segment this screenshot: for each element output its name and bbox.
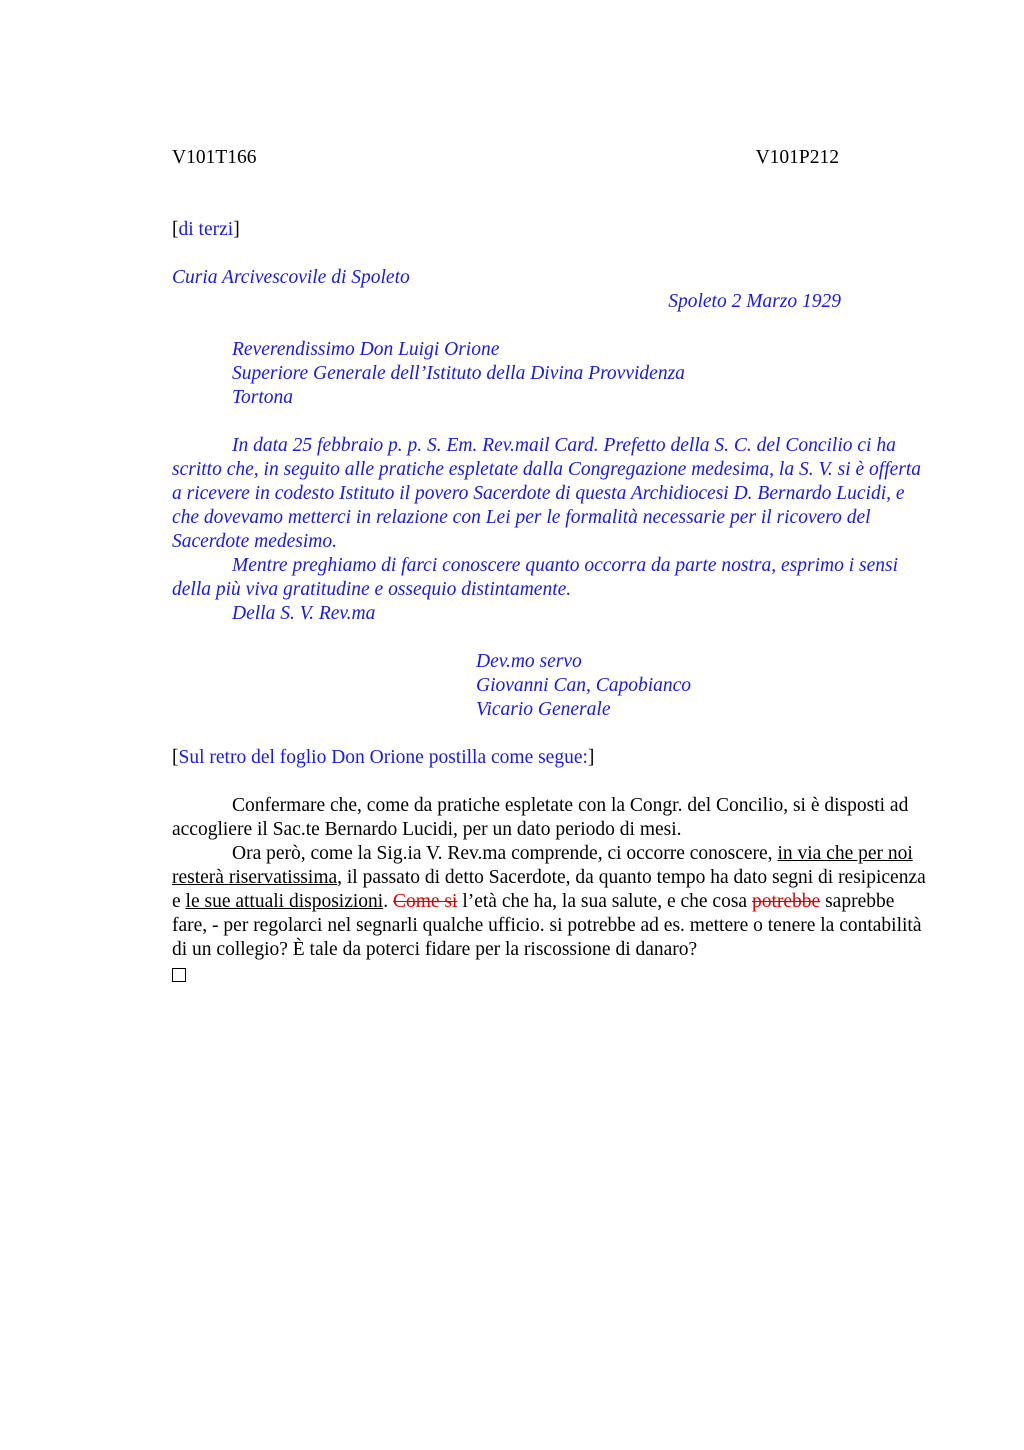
postscript-text: Ora però, come la Sig.ia V. Rev.ma comprende, ci occorre conoscere,	[232, 843, 778, 864]
right-code: V101P212	[755, 147, 839, 168]
bracket-note-text: di terzi	[178, 219, 234, 240]
addressee-line: Superiore Generale dell’Istituto della Divina Provvidenza	[232, 363, 685, 384]
postscript-text: , il passato di detto Sacerdote, da quanto tempo ha dato segni di resipicenza e	[172, 867, 926, 912]
end-marker	[172, 962, 932, 989]
postscript-text: saprebbe fare, - per regolarci nel segnarli qualche ufficio. si potrebbe ad es. mettere o tenere la contabilità di un collegio? È tale da poterci fidare per la riscossione di danaro?	[172, 891, 922, 960]
signature-line: Vicario Generale	[476, 699, 611, 720]
bracket-note-third-party: [di terzi]	[172, 219, 240, 240]
underlined-text: le sue attuali disposizioni	[185, 891, 384, 912]
square-end-icon	[172, 968, 186, 982]
signature-line: Giovanni Can, Capobianco	[476, 675, 692, 696]
postscript-paragraph-2	[172, 842, 932, 962]
signature-block	[172, 650, 932, 722]
deleted-text: Come si	[392, 891, 458, 912]
letter-body-paragraph-1: In data 25 febbraio p. p. S. Em. Rev.mail Card. Prefetto della S. C. del Concilio ci ha scritto che, in seguito alle pratiche espletate dalla Congregazione medesima, la S. V. si è offerta a ricevere in codesto Istituto il povero Sacerdote di questa Archidiocesi D. Bernardo Lucidi, e che dovevamo metterci in relazione con Lei per le formalità necessarie per il ricovero del Sacerdote medesimo.	[172, 435, 922, 552]
place-date: Spoleto 2 Marzo 1929	[668, 291, 841, 312]
document-header	[172, 146, 839, 170]
bracket-note-verso-text: Sul retro del foglio Don Orione postilla come segue:	[178, 747, 588, 768]
postscript-text: .	[383, 891, 393, 912]
addressee-line: Tortona	[232, 387, 294, 408]
bracket-note-verso: [Sul retro del foglio Don Orione postilla come segue:]	[172, 747, 595, 768]
underlined-text: in via che per noi resterà riservatissima	[172, 843, 913, 888]
deleted-text: potrebbe	[751, 891, 821, 912]
addressee-line: Reverendissimo Don Luigi Orione	[232, 339, 500, 360]
addressee-block	[172, 338, 932, 410]
postscript-paragraph-1: Confermare che, come da pratiche espletate con la Congr. del Concilio, si è disposti ad accogliere il Sac.te Bernardo Lucidi, per un dato periodo di mesi.	[172, 795, 909, 840]
letter-closing: Della S. V. Rev.ma	[232, 603, 376, 624]
signature-line: Dev.mo servo	[476, 651, 582, 672]
sender-line: Curia Arcivescovile di Spoleto	[172, 267, 410, 288]
left-code: V101T166	[172, 147, 257, 168]
postscript-text: l’età che ha, la sua salute, e che cosa	[457, 891, 752, 912]
letter-body-paragraph-2: Mentre preghiamo di farci conoscere quanto occorra da parte nostra, esprimo i sensi della più viva gratitudine e ossequio distintamente.	[172, 555, 898, 600]
document-page	[172, 146, 932, 989]
